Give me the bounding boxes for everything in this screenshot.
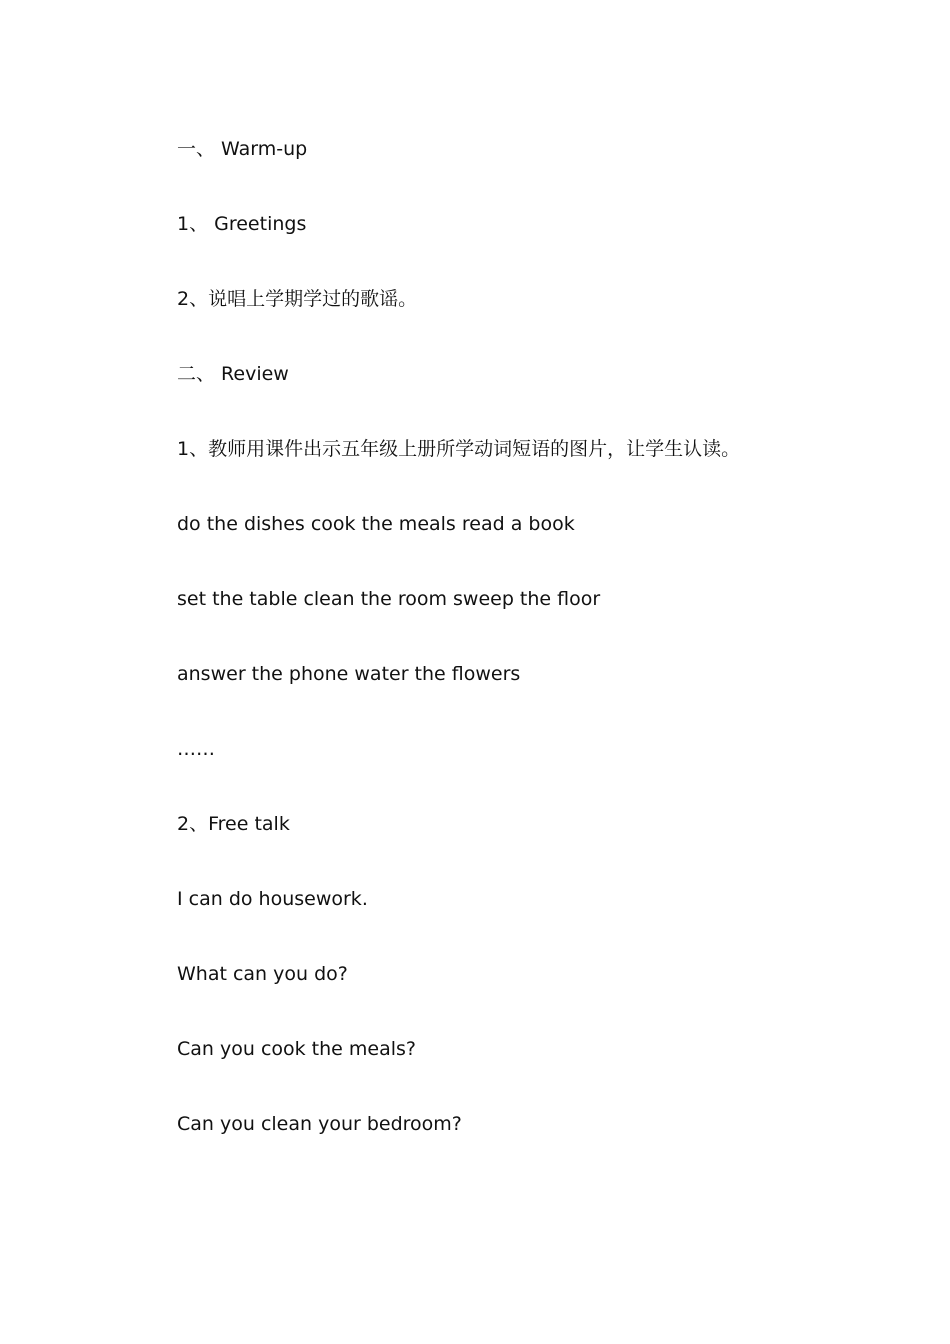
dialogue-line-4: Can you clean your bedroom? — [177, 1113, 462, 1135]
phrase-line-2: set the table clean the room sweep the floor — [177, 588, 601, 610]
document-body — [177, 134, 877, 1184]
dialogue-line-3: Can you cook the meals? — [177, 1038, 417, 1060]
step-greetings: 1、 Greetings — [177, 213, 307, 235]
dialogue-line-2: What can you do? — [177, 963, 348, 985]
step-show-pictures: 1、教师用课件出示五年级上册所学动词短语的图片，让学生认读。 — [177, 438, 741, 460]
phrase-line-1: do the dishes cook the meals read a book — [177, 513, 575, 535]
phrase-line-3: answer the phone water the flowers — [177, 663, 521, 685]
dialogue-line-1: I can do housework. — [177, 888, 368, 910]
step-free-talk: 2、Free talk — [177, 813, 290, 835]
section-heading-warm-up: 一、 Warm-up — [177, 138, 308, 160]
step-chant: 2、说唱上学期学过的歌谣。 — [177, 288, 418, 310]
ellipsis-line: …… — [177, 738, 215, 760]
section-heading-review: 二、 Review — [177, 363, 289, 385]
